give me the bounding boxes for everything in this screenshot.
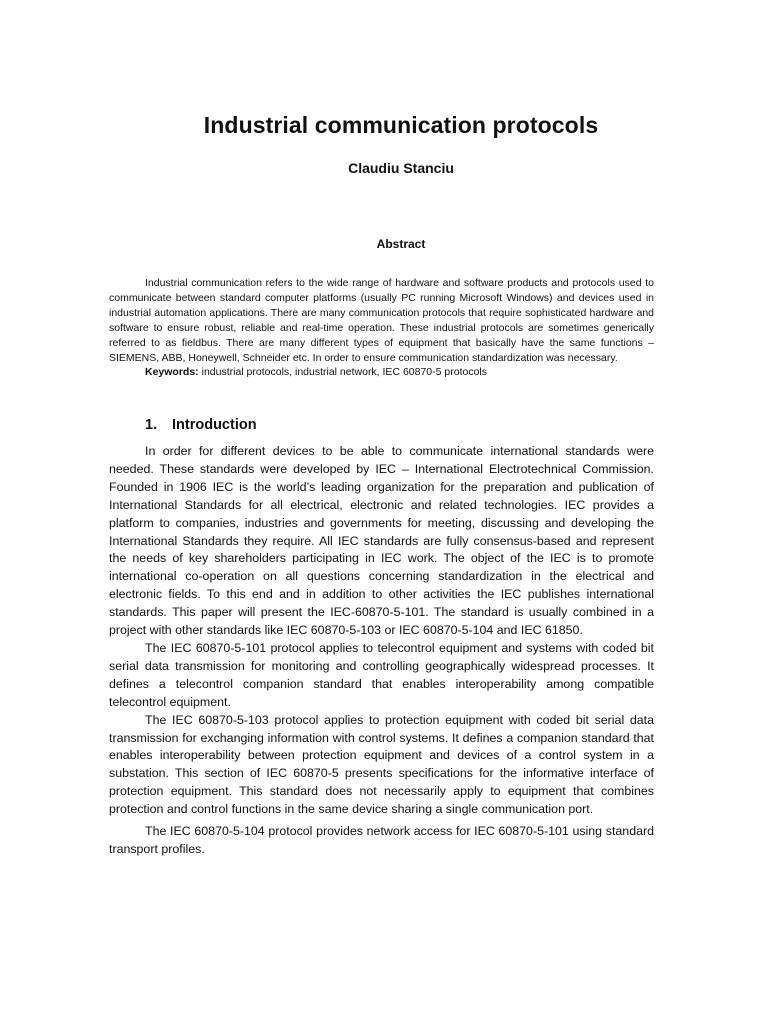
paper-author: Claudiu Stanciu — [348, 160, 454, 176]
abstract-block — [109, 276, 654, 380]
keywords-text: industrial protocols, industrial network, IEC 60870-5 protocols — [198, 366, 487, 379]
introduction-body — [109, 443, 654, 859]
body-paragraph: The IEC 60870-5-104 protocol provides network access for IEC 60870-5-101 using standard transport profiles. — [109, 824, 654, 856]
abstract-heading: Abstract — [376, 237, 426, 251]
keywords-label: Keywords: — [145, 366, 199, 379]
paper-title: Industrial communication protocols — [203, 112, 599, 138]
section-title: Introduction — [172, 417, 257, 433]
abstract-text: Industrial communication refers to the wide range of hardware and software products and protocols used to communicate between standard computer platforms (usually PC running Microsoft Windows) and devices used in industrial automation applications. There are many communication protocols that require sophisticated hardware and software to ensure robust, reliable and real-time operation. These industrial protocols are sometimes generically referred to as fieldbus. There are many different types of equipment that basically have the same functions – SIEMENS, ABB, Honeywell, Schneider etc. In order to ensure communication standardization was necessary. — [109, 277, 654, 364]
keywords-line — [109, 365, 654, 380]
body-paragraph: The IEC 60870-5-101 protocol applies to telecontrol equipment and systems with coded bit serial data transmission for monitoring and controlling geographically widespread processes. It defines a telecontrol companion standard that enables interoperability among compatible telecontrol equipment. — [109, 640, 654, 709]
body-paragraph: The IEC 60870-5-103 protocol applies to protection equipment with coded bit serial data transmission for exchanging information with control systems. It defines a companion standard that enables interoperability between protection equipment and devices of a control system in a substation. This section of IEC 60870-5 presents specifications for the informative interface of protection equipment. This standard does not necessarily apply to equipment that combines protection and control functions in the same device sharing a single communication port. — [109, 712, 654, 817]
section-number: 1. — [145, 417, 158, 433]
body-paragraph: In order for different devices to be able to communicate international standards were needed. These standards were developed by IEC – International Electrotechnical Commission. Founded in 1906 IEC is the world’s leading organization for the preparation and publication of International Standards for all electrical, electronic and related technologies. IEC provides a platform to companies, industries and governments for meeting, discussing and developing the International Standards they require. All IEC standards are fully consensus-based and represent the needs of key shareholders participating in IEC work. The object of the IEC is to promote international co-operation on all questions concerning standardization in the electrical and electronic fields. To this end and in addition to other activities the IEC publishes international standards. This paper will present the IEC-60870-5-101. The standard is usually combined in a project with other standards like IEC 60870-5-103 or IEC 60870-5-104 and IEC 61850. — [109, 444, 654, 638]
section-heading — [145, 417, 257, 433]
